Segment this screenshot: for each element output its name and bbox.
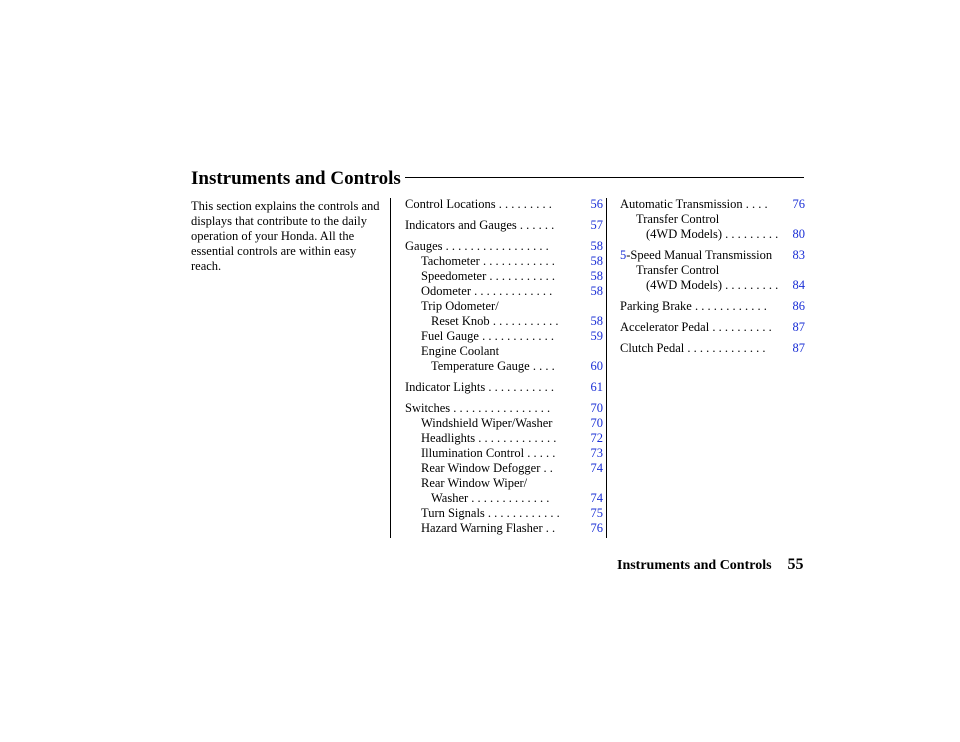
toc-page-link[interactable]: 74 bbox=[590, 491, 603, 505]
toc-entry-label: Rear Window Defogger bbox=[421, 461, 541, 475]
toc-entry-heading bbox=[405, 344, 603, 359]
toc-entry[interactable] bbox=[405, 416, 603, 431]
toc-entry[interactable] bbox=[405, 491, 603, 506]
toc-entry-label: Gauges bbox=[405, 239, 443, 253]
toc-entry[interactable] bbox=[405, 461, 603, 476]
toc-entry-label: Tachometer bbox=[421, 254, 480, 268]
toc-entry[interactable] bbox=[405, 197, 603, 212]
toc-entry-label: Switches bbox=[405, 401, 451, 415]
toc-page-link[interactable]: 61 bbox=[590, 380, 603, 394]
toc-entry[interactable] bbox=[620, 197, 805, 212]
toc-entry-label: -Speed Manual Transmission bbox=[626, 248, 773, 262]
toc-entry-label: Temperature Gauge bbox=[431, 359, 530, 373]
page-footer bbox=[617, 556, 804, 574]
toc-entry-label: Engine Coolant bbox=[421, 344, 500, 358]
footer-section-title: Instruments and Controls bbox=[617, 558, 772, 573]
toc-leader-dots: . . . . . . . . . . . . . bbox=[684, 341, 766, 355]
toc-entry-label: Reset Knob bbox=[431, 314, 490, 328]
column-divider-left bbox=[390, 198, 391, 538]
toc-entry-label: Odometer bbox=[421, 284, 471, 298]
toc-entry-label: Fuel Gauge bbox=[421, 329, 479, 343]
toc-leader-dots: . . . . . . . . . bbox=[722, 227, 779, 241]
toc-leader-dots: . . . . . bbox=[524, 446, 556, 460]
toc-entry[interactable] bbox=[405, 284, 603, 299]
toc-entry-label: (4WD Models) bbox=[646, 278, 723, 292]
toc-leader-dots: . . . . . . . . . . . . . . . . . bbox=[442, 239, 549, 253]
toc-entry[interactable] bbox=[620, 278, 805, 293]
column-divider-right bbox=[606, 198, 607, 538]
toc-entry-heading bbox=[405, 299, 603, 314]
toc-page-link[interactable]: 80 bbox=[792, 227, 805, 241]
toc-entry-lead[interactable]: 5 bbox=[620, 248, 627, 262]
toc-entry-label: Indicators and Gauges bbox=[405, 218, 517, 232]
toc-page-link[interactable]: 58 bbox=[590, 314, 603, 328]
toc-column-1 bbox=[405, 197, 603, 536]
toc-entry[interactable] bbox=[405, 218, 603, 233]
toc-page-link[interactable]: 74 bbox=[590, 461, 603, 475]
toc-entry[interactable] bbox=[620, 248, 805, 263]
toc-entry[interactable] bbox=[405, 254, 603, 269]
toc-entry-label: Rear Window Wiper/ bbox=[421, 476, 528, 490]
toc-entry[interactable] bbox=[620, 299, 805, 314]
toc-entry[interactable] bbox=[405, 269, 603, 284]
toc-page-link[interactable]: 70 bbox=[590, 416, 603, 430]
toc-entry[interactable] bbox=[405, 359, 603, 374]
toc-entry-label: Turn Signals bbox=[421, 506, 485, 520]
toc-page-link[interactable]: 72 bbox=[590, 431, 603, 445]
toc-entry[interactable] bbox=[620, 227, 805, 242]
toc-entry-label: Transfer Control bbox=[636, 212, 720, 226]
toc-entry-label: Hazard Warning Flasher bbox=[421, 521, 543, 535]
toc-entry-label: (4WD Models) bbox=[646, 227, 723, 241]
toc-page-link[interactable]: 76 bbox=[590, 521, 603, 535]
toc-leader-dots: . . . . . . . . . . . . . bbox=[468, 491, 550, 505]
toc-page-link[interactable]: 76 bbox=[792, 197, 805, 211]
toc-entry-heading bbox=[405, 476, 603, 491]
toc-column-2 bbox=[620, 197, 805, 356]
toc-leader-dots: . . . . . . . . . . . bbox=[489, 314, 559, 328]
toc-leader-dots: . . . . . . . . . . . bbox=[485, 380, 554, 394]
toc-entry[interactable] bbox=[405, 329, 603, 344]
toc-leader-dots: . . . . bbox=[529, 359, 555, 373]
toc-entry-label: Washer bbox=[431, 491, 469, 505]
toc-entry-label: Parking Brake bbox=[620, 299, 692, 313]
toc-leader-dots: . . . . . . . . . . . . bbox=[691, 299, 767, 313]
toc-page-link[interactable]: 58 bbox=[590, 269, 603, 283]
toc-leader-dots: . . bbox=[540, 461, 553, 475]
toc-page-link[interactable]: 56 bbox=[590, 197, 603, 211]
toc-entry-label: Trip Odometer/ bbox=[421, 299, 499, 313]
toc-entry-label: Headlights bbox=[421, 431, 476, 445]
toc-entry[interactable] bbox=[405, 506, 603, 521]
toc-page-link[interactable]: 58 bbox=[590, 239, 603, 253]
toc-entry-label: Illumination Control bbox=[421, 446, 525, 460]
toc-entry-label: Clutch Pedal bbox=[620, 341, 685, 355]
toc-entry[interactable] bbox=[620, 341, 805, 356]
toc-page-link[interactable]: 70 bbox=[590, 401, 603, 415]
toc-leader-dots: . . . . . . bbox=[516, 218, 555, 232]
toc-entry-label: Automatic Transmission bbox=[620, 197, 743, 211]
toc-leader-dots: . . . . . . . . . . . . . . . . bbox=[450, 401, 551, 415]
toc-entry-label: Transfer Control bbox=[636, 263, 720, 277]
toc-page-link[interactable]: 75 bbox=[590, 506, 603, 520]
page-title: Instruments and Controls bbox=[191, 168, 401, 189]
title-divider bbox=[405, 177, 804, 178]
page-number: 55 bbox=[787, 556, 804, 573]
toc-entry[interactable] bbox=[405, 521, 603, 536]
toc-entry[interactable] bbox=[405, 431, 603, 446]
toc-entry[interactable] bbox=[620, 320, 805, 335]
toc-entry-label: Control Locations bbox=[405, 197, 496, 211]
toc-leader-dots: . . . . . . . . . bbox=[495, 197, 552, 211]
toc-page-link[interactable]: 87 bbox=[792, 320, 805, 334]
toc-entry[interactable] bbox=[405, 314, 603, 329]
toc-leader-dots: . . . . . . . . . . . bbox=[486, 269, 556, 283]
toc-entry-heading bbox=[620, 212, 805, 227]
toc-leader-dots: . . . . . . . . . . . . bbox=[479, 254, 555, 268]
toc-leader-dots: . . . . . . . . . . . . bbox=[478, 329, 554, 343]
toc-page-link[interactable]: 83 bbox=[792, 248, 805, 262]
toc-entry-heading bbox=[620, 263, 805, 278]
toc-page-link[interactable]: 60 bbox=[590, 359, 603, 373]
toc-entry[interactable] bbox=[405, 446, 603, 461]
toc-page-link[interactable]: 58 bbox=[590, 284, 603, 298]
toc-entry[interactable] bbox=[405, 401, 603, 416]
toc-entry[interactable] bbox=[405, 239, 603, 254]
toc-leader-dots: . . . . bbox=[742, 197, 768, 211]
toc-leader-dots: . . . . . . . . . . . . . bbox=[475, 431, 557, 445]
toc-entry-label: Indicator Lights bbox=[405, 380, 486, 394]
toc-page-link[interactable]: 59 bbox=[590, 329, 603, 343]
toc-page-link[interactable]: 87 bbox=[792, 341, 805, 355]
toc-page-link[interactable]: 58 bbox=[590, 254, 603, 268]
toc-entry[interactable] bbox=[405, 380, 603, 395]
toc-entry-label: Speedometer bbox=[421, 269, 487, 283]
toc-leader-dots: . . . . . . . . . . . . . bbox=[470, 284, 553, 298]
section-intro: This section explains the controls and displays that contribute to the daily operation of your Honda. All the essential controls are within easy reach. bbox=[191, 199, 380, 273]
toc-leader-dots: . . bbox=[542, 521, 556, 535]
toc-leader-dots: . . . . . . . . . bbox=[722, 278, 779, 292]
toc-entry-label: Accelerator Pedal bbox=[620, 320, 710, 334]
toc-entry-label: Windshield Wiper/Washer bbox=[421, 416, 553, 430]
toc-leader-dots: . . . . . . . . . . bbox=[709, 320, 772, 334]
toc-page-link[interactable]: 84 bbox=[792, 278, 805, 292]
toc-leader-dots: . . . . . . . . . . . . bbox=[484, 506, 560, 520]
toc-page-link[interactable]: 73 bbox=[590, 446, 603, 460]
toc-page-link[interactable]: 57 bbox=[590, 218, 603, 232]
toc-page-link[interactable]: 86 bbox=[792, 299, 805, 313]
